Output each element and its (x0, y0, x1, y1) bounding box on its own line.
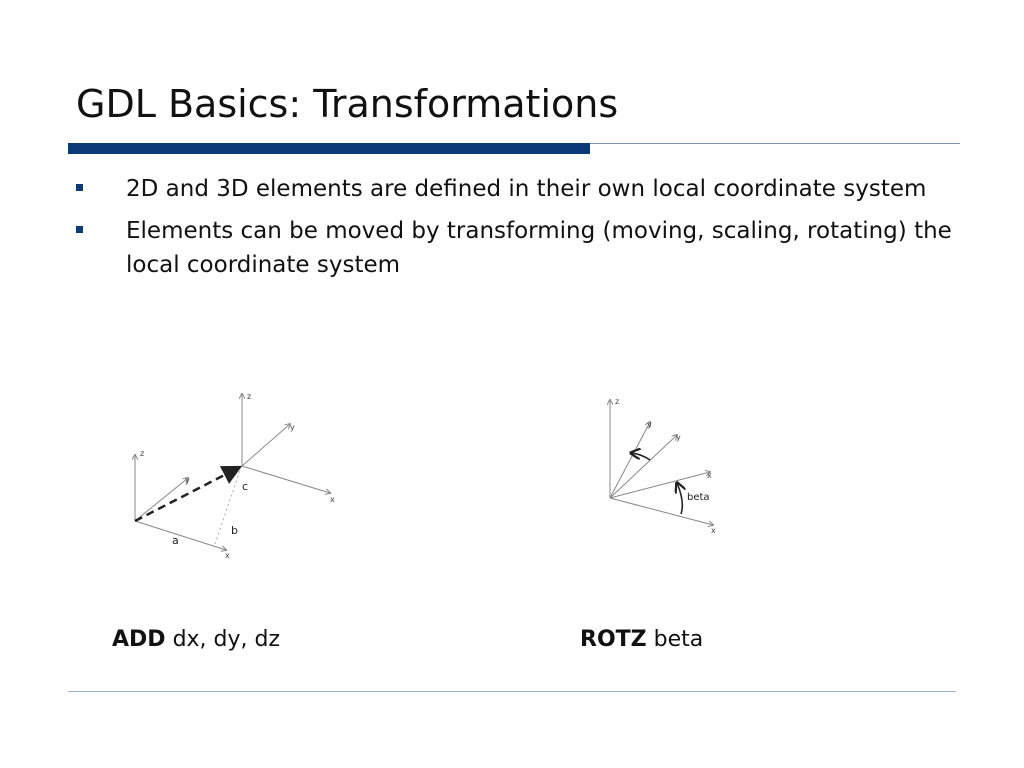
label-x-moved: x (330, 495, 335, 504)
label-y: y (676, 433, 681, 442)
label-c: c (242, 480, 249, 493)
label-z: z (615, 397, 620, 406)
label-z: z (140, 449, 145, 458)
rotz-transformation-diagram (595, 380, 735, 540)
label-b: b (231, 524, 238, 537)
rotation-arc-y (631, 453, 650, 460)
bullet-item (76, 172, 956, 206)
y-axis (610, 435, 677, 498)
add-transformation-diagram (120, 380, 360, 565)
label-x-rotated: x (707, 471, 712, 480)
label-a: a (172, 534, 179, 547)
label-z-moved: z (247, 392, 252, 401)
label-x: x (711, 526, 716, 535)
label-y-rotated: y (647, 420, 652, 429)
bullet-list (76, 172, 956, 290)
bullet-square-icon (76, 226, 83, 233)
rotation-arc-x (677, 483, 682, 514)
label-y-moved: y (290, 423, 295, 432)
label-beta: beta (687, 492, 710, 503)
rotated-y-axis (610, 422, 650, 498)
origin-x-axis (135, 521, 226, 550)
add-diagram-svg (120, 380, 360, 565)
rotz-caption (580, 626, 703, 654)
bullet-text: 2D and 3D elements are defined in their own local coordinate system (126, 176, 927, 202)
origin-y-axis (135, 478, 188, 521)
rotz-args: beta (653, 627, 704, 652)
add-keyword: ADD (112, 627, 166, 652)
moved-x-axis (242, 466, 330, 493)
moved-y-axis (242, 424, 290, 466)
label-y: y (185, 476, 190, 485)
label-x: x (225, 551, 230, 560)
bullet-item (76, 214, 956, 282)
add-args: dx, dy, dz (172, 627, 281, 652)
title-underline-thin (590, 143, 960, 144)
footer-divider (68, 691, 956, 692)
rotz-diagram-svg (595, 380, 735, 540)
add-caption (112, 626, 280, 654)
bullet-square-icon (76, 184, 83, 191)
title-underline-accent (68, 143, 590, 154)
bullet-text: Elements can be moved by transforming (moving, scaling, rotating) the local coordinate system (126, 218, 952, 278)
slide-title: GDL Basics: Transformations (76, 82, 619, 126)
rotz-keyword: ROTZ (580, 627, 647, 652)
